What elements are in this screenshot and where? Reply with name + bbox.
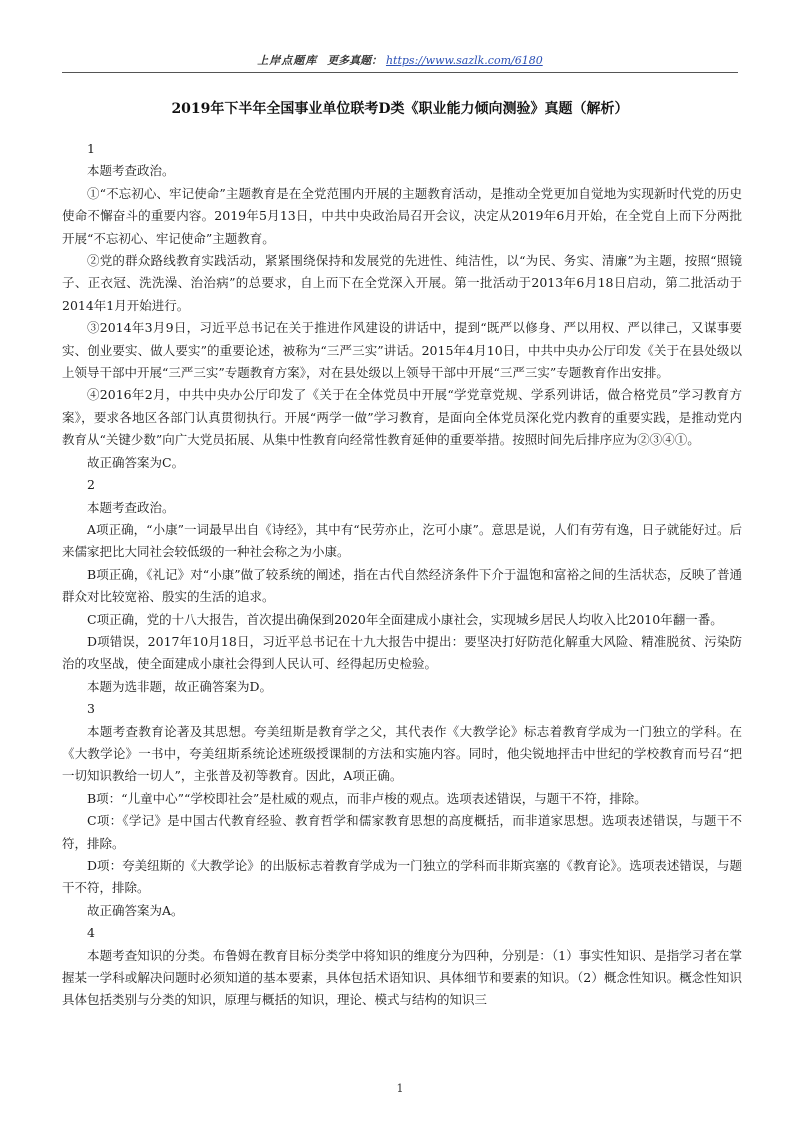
question-number: 2 xyxy=(87,477,95,493)
paragraph: 本题考查政治。 xyxy=(87,163,175,179)
paragraph: C项正确，党的十八大报告，首次提出确保到2020年全面建成小康社会，实现城乡居民人均收入比2010年翻一番。 xyxy=(87,611,723,627)
paragraph: 本题考查政治。 xyxy=(87,499,175,515)
paragraph: ①“不忘初心、牢记使命”主题教育是在全党范围内开展的主题教育活动，是推动全党更加自觉地为实现新时代党的历史使命不懈奋斗的重要内容。2019年5月13日，中共中央政治局召开会议，决定从2019年6月开始，在全党自上而下分两批开展“不忘初心、牢记使命”主题教育。 xyxy=(62,185,742,246)
paragraph: B项：“儿童中心”“学校即社会”是杜威的观点，而非卢梭的观点。选项表述错误，与题干不符，排除。 xyxy=(87,790,647,806)
document-title: 2019年下半年全国事业单位联考D类《职业能力倾向测验》真题（解析） xyxy=(171,101,629,117)
question-number: 4 xyxy=(87,925,95,941)
question-number: 1 xyxy=(87,141,95,156)
page-header xyxy=(0,52,800,68)
more-label: 更多真题： xyxy=(327,54,383,67)
question-number: 3 xyxy=(87,701,95,717)
answer-line: 故正确答案为A。 xyxy=(87,902,184,918)
paragraph: ②党的群众路线教育实践活动，紧紧围绕保持和发展党的先进性、纯洁性，以“为民、务实、清廉”为主题，按照“照镜子、正衣冠、洗洗澡、治治病”的总要求，自上而下在全党深入开展。第一批活动于2013年6月18日启动，第二批活动于2014年1月开始进行。 xyxy=(62,253,742,313)
answer-line: 本题为选非题，故正确答案为D。 xyxy=(87,678,273,694)
paragraph: ③2014年3月9日，习近平总书记在关于推进作风建设的讲话中，提到“既严以修身、严以用权、严以律己，又谋事要实、创业要实、做人要实”的重要论述，被称为“三严三实”讲话。2015年4月10日，中共中央办公厅印发《关于在县处级以上领导干部中开展“三严三实”专题教育方案》，对在县处级以上领导干部中开展“三严三实”专题教育作出安排。 xyxy=(62,320,742,381)
source-link[interactable]: https://www.sazlk.com/6180 xyxy=(385,54,543,67)
paragraph: 本题考查知识的分类。布鲁姆在教育目标分类学中将知识的维度分为四种，分别是：（1）事实性知识、是指学习者在掌握某一学科或解决问题时必须知道的基本要素，具体包括术语知识、具体细节和要素的知识。（2）概念性知识。概念性知识具体包括类别与分类的知识，原理与概括的知识，理论、模式与结构的知识三 xyxy=(62,947,742,1008)
paragraph: D项：夸美纽斯的《大教学论》的出版标志着教育学成为一门独立的学科而非斯宾塞的《教育论》。选项表述错误，与题干不符，排除。 xyxy=(62,858,742,896)
paragraph: A项正确，“小康”一词最早出自《诗经》，其中有“民劳亦止，汔可小康”。意思是说，人们有劳有逸，日子就能好过。后来儒家把比大同社会较低级的一种社会称之为小康。 xyxy=(62,521,742,560)
source-label: 上岸点题库 xyxy=(257,54,318,67)
paragraph: B项正确，《礼记》对“小康”做了较系统的阐述，指在古代自然经济条件下介于温饱和富裕之间的生活状态，反映了普通群众对比较宽裕、殷实的生活的追求。 xyxy=(62,566,742,605)
answer-line: 故正确答案为C。 xyxy=(87,454,185,470)
paragraph: 本题考查教育论著及其思想。夸美纽斯是教育学之父，其代表作《大教学论》标志着教育学成为一门独立的学科。在《大教学论》一书中，夸美纽斯系统论述班级授课制的方法和实施内容。同时，他尖锐地抨击中世纪的学校教育而号召“把一切知识教给一切人”，主张普及初等教育。因此，A项正确。 xyxy=(62,723,742,784)
paragraph: ④2016年2月，中共中央办公厅印发了《关于在全体党员中开展“学党章党规、学系列讲话，做合格党员”学习教育方案》，要求各地区各部门认真贯彻执行。开展“两学一做”学习教育，是面向全体党员深化党内教育的重要实践，是推动党内教育从“关键少数”向广大党员拓展、从集中性教育向经常性教育延伸的重要举措。按照时间先后排序应为②③④①。 xyxy=(62,387,742,448)
header-divider xyxy=(62,72,738,73)
document-body xyxy=(62,138,742,1012)
paragraph: D项错误，2017年10月18日，习近平总书记在十九大报告中提出：要坚决打好防范化解重大风险、精准脱贫、污染防治的攻坚战，使全面建成小康社会得到人民认可、经得起历史检验。 xyxy=(62,633,742,672)
page-number: 1 xyxy=(396,1082,404,1095)
paragraph: C项：《学记》是中国古代教育经验、教育哲学和儒家教育思想的高度概括，而非道家思想。选项表述错误，与题干不符，排除。 xyxy=(62,813,742,851)
